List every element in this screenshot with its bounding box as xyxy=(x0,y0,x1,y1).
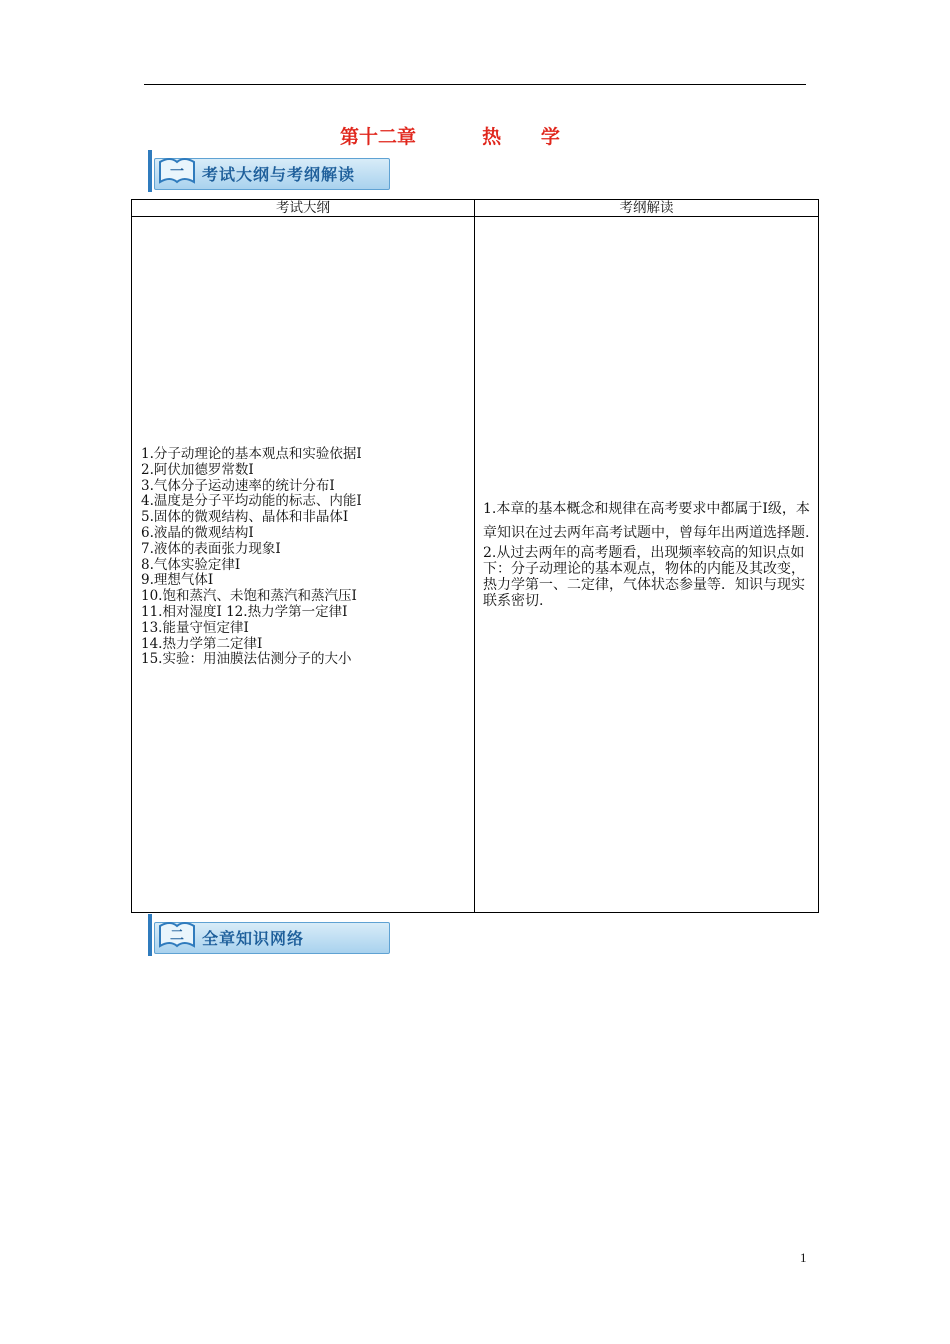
header-outline: 考试大纲 xyxy=(132,200,475,217)
list-item: 1.分子动理论的基本观点和实验依据Ⅰ xyxy=(141,446,362,462)
interpretation-cell xyxy=(475,217,819,913)
list-item: 13.能量守恒定律Ⅰ xyxy=(141,619,249,636)
book-badge-icon xyxy=(158,918,196,948)
section-banner-label: 全章知识网络 xyxy=(202,929,305,948)
list-item: 9.理想气体Ⅰ xyxy=(141,572,214,589)
list-item: 3.气体分子运动速率的统计分布Ⅰ xyxy=(141,477,335,494)
svg-text:二: 二 xyxy=(170,928,184,944)
list-item: 8.气体实验定律Ⅰ xyxy=(141,556,241,573)
section-banner-exam-outline xyxy=(148,150,390,192)
list-item: 11.相对湿度Ⅰ 12.热力学第一定律Ⅰ xyxy=(141,603,348,620)
list-item: 14.热力学第二定律Ⅰ xyxy=(141,635,263,652)
list-item: 15.实验：用油膜法估测分子的大小 xyxy=(141,651,352,668)
page-number: 1 xyxy=(800,1250,807,1265)
list-item: 2.阿伏加德罗常数Ⅰ xyxy=(141,461,254,478)
list-item: 4.温度是分子平均动能的标志、内能Ⅰ xyxy=(141,493,362,510)
list-item: 10.饱和蒸汽、未饱和蒸汽和蒸汽压Ⅰ xyxy=(141,588,357,605)
svg-text:一: 一 xyxy=(170,164,184,180)
paragraph: 1.本章的基本概念和规律在高考要求中都属于Ⅰ级，本章知识在过去两年高考试题中，曾每年出两道选择题. xyxy=(483,501,810,541)
paragraph: 2.从过去两年的高考题看，出现频率较高的知识点如下：分子动理论的基本观点，物体的内能及其改变，热力学第一、二定律，气体状态参量等．知识与现实联系密切. xyxy=(483,545,805,609)
exam-outline-table xyxy=(131,199,819,913)
list-item: 6.液晶的微观结构Ⅰ xyxy=(141,524,254,541)
interpretation-text xyxy=(475,497,818,609)
book-badge-icon xyxy=(158,154,196,184)
outline-cell xyxy=(132,217,475,913)
chapter-title: 第十二章 热 学 xyxy=(340,126,560,148)
outline-list xyxy=(132,447,474,668)
header-rule xyxy=(144,84,806,85)
section-banner-label: 考试大纲与考纲解读 xyxy=(202,165,356,184)
header-interpretation: 考纲解读 xyxy=(475,200,819,217)
list-item: 5.固体的微观结构、晶体和非晶体Ⅰ xyxy=(141,509,349,526)
section-banner-knowledge-network xyxy=(148,914,390,956)
list-item: 7.液体的表面张力现象Ⅰ xyxy=(141,540,281,557)
